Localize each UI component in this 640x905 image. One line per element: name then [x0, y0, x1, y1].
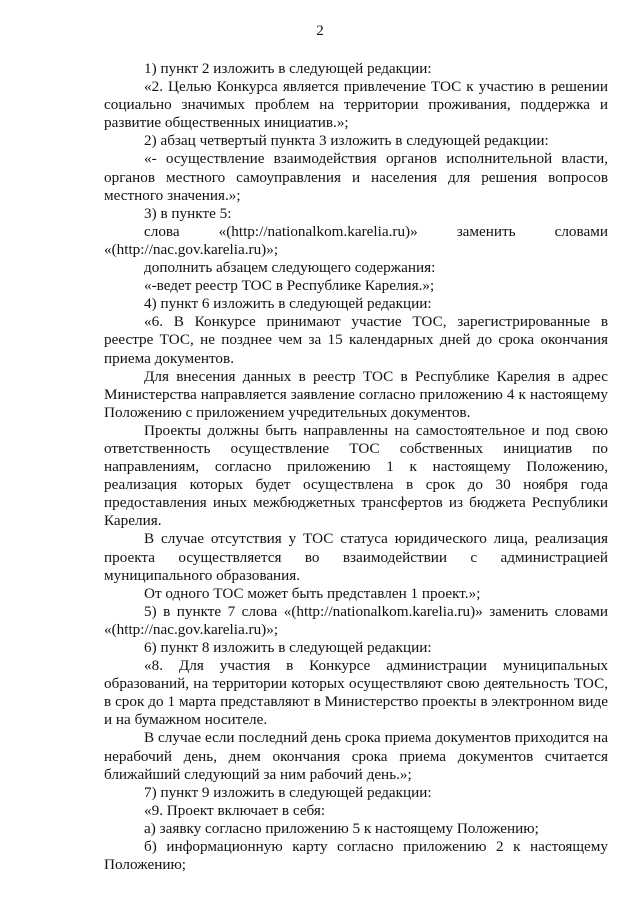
paragraph: дополнить абзацем следующего содержания: [144, 259, 436, 277]
paragraph: 7) пункт 9 изложить в следующей редакции: [144, 783, 432, 801]
paragraph: «9. Проект включает в себя: [144, 801, 326, 819]
paragraph: б) информационную карту согласно приложению 2 к настоящему Положению; [104, 838, 608, 874]
word: словами [554, 222, 608, 240]
paragraph: 4) пункт 6 изложить в следующей редакции: [144, 295, 432, 313]
word: слова [144, 222, 180, 240]
paragraph: Проекты должны быть направленны на самостоятельное и под свою ответственность осуществление ТОС собственных инициатив по направлениям, согласно приложению 1 к настоящему Положению, реализация которых будет осуществлена в срок до 30 ноября года предоставления иных межбюджетных трансфертов из бюджета Республики Карелия. [104, 421, 608, 530]
paragraph: 6) пункт 8 изложить в следующей редакции: [144, 639, 432, 656]
url-old: «(http://nationalkom.karelia.ru)» [218, 222, 418, 240]
paragraph: 3) в пункте 5: [144, 204, 232, 222]
paragraph: «6. В Конкурсе принимают участие ТОС, зарегистрированные в реестре ТОС, не позднее чем за 15 календарных дней до срока окончания приема документов. [104, 313, 608, 367]
paragraph: 5) в пункте 7 слова «(http://nationalkom.karelia.ru)» заменить словами «(http://nac.gov.karelia.ru)»; [104, 602, 608, 638]
page-number: 2 [316, 23, 324, 39]
document-body [104, 60, 608, 874]
paragraph: Для внесения данных в реестр ТОС в Республике Карелия в адрес Министерства направляется заявление согласно приложению 4 к настоящему Положению с приложением учредительных документов. [104, 367, 608, 421]
paragraph: «- осуществление взаимодействия органов исполнительной власти, органов местного самоуправления и населения для решения вопросов местного значения.»; [104, 150, 608, 204]
paragraph: «2. Целью Конкурса является привлечение ТОС к участию в решении социально значимых проблем на территории проживания, поддержка и развитие общественных инициатив.»; [104, 78, 608, 132]
url-new: «(http://nac.gov.karelia.ru)»; [104, 240, 279, 258]
paragraph: «-ведет реестр ТОС в Республике Карелия.»; [144, 277, 435, 295]
paragraph: В случае отсутствия у ТОС статуса юридического лица, реализация проекта осуществляется во взаимодействии с администрацией муниципального образования. [104, 530, 608, 584]
paragraph: а) заявку согласно приложению 5 к настоящему Положению; [144, 819, 539, 837]
paragraph: В случае если последний день срока приема документов приходится на нерабочий день, днем окончания срока приема документов считается ближайший следующий за ним рабочий день.»; [104, 729, 608, 783]
replace-words-line [104, 223, 608, 241]
paragraph: От одного ТОС может быть представлен 1 проект.»; [144, 584, 481, 602]
word: заменить [456, 222, 516, 240]
paragraph: 2) абзац четвертый пункта 3 изложить в следующей редакции: [144, 132, 549, 150]
paragraph: «8. Для участия в Конкурсе администрации муниципальных образований, на территории которых осуществляют свою деятельность ТОС, в срок до 1 марта представляют в Министерство проекты в электронном виде и на бумажном носителе. [104, 657, 608, 729]
paragraph: 1) пункт 2 изложить в следующей редакции: [144, 60, 432, 77]
